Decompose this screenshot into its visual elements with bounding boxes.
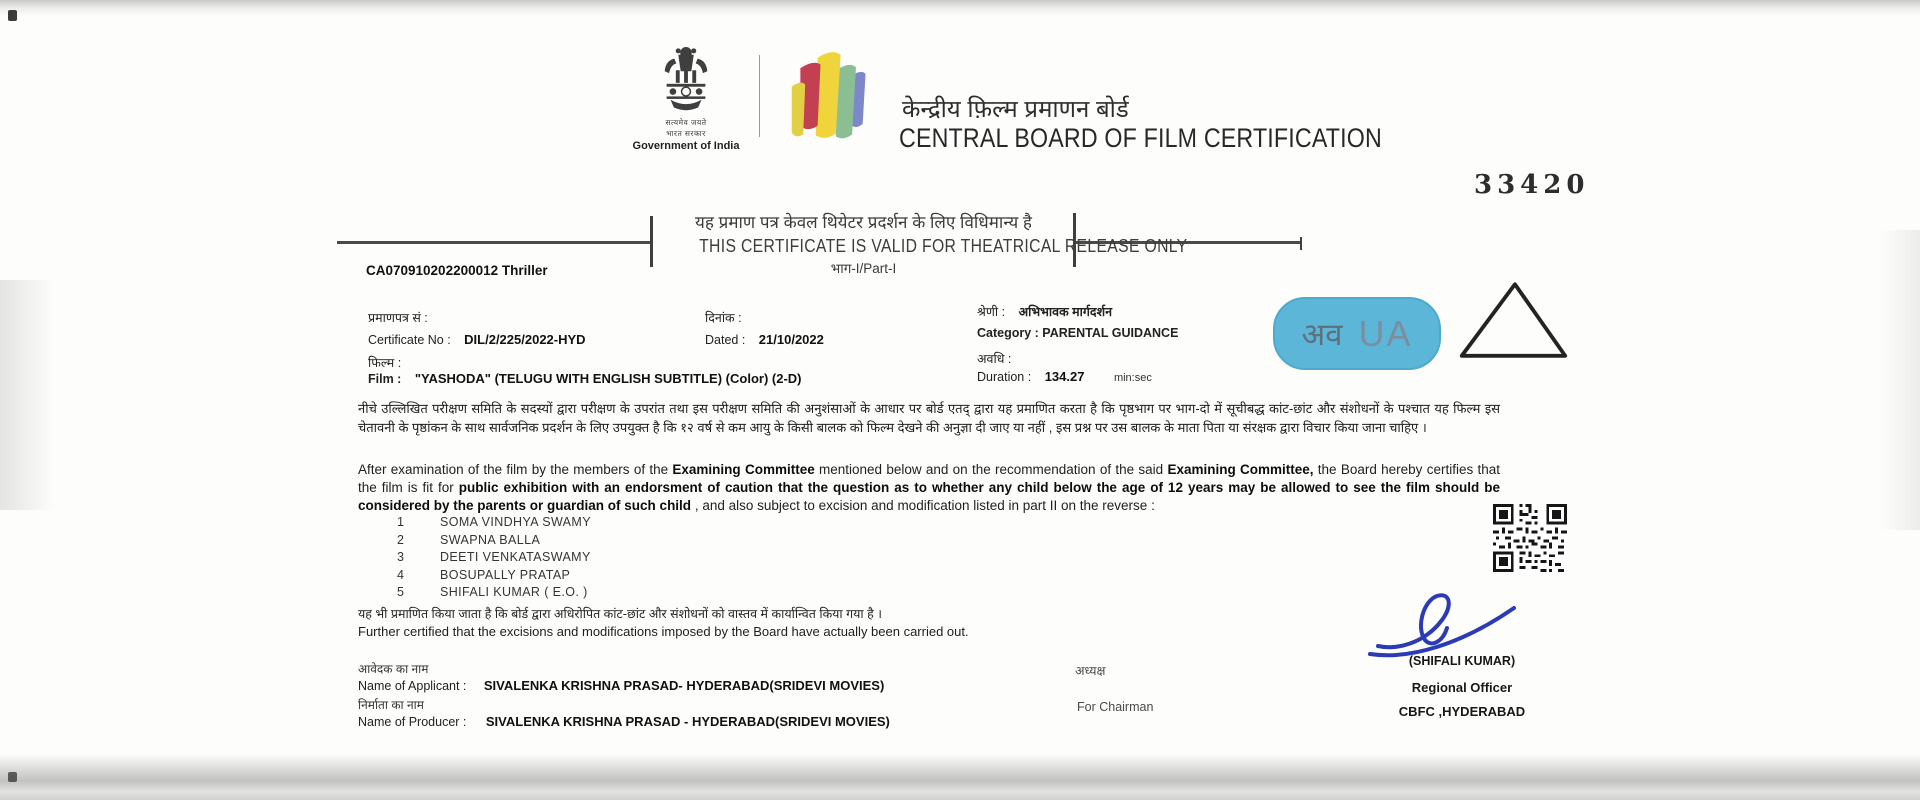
certification-paragraph-english [358,461,1500,515]
committee-member-row [397,567,591,585]
ua-badge-hindi: अव [1301,316,1343,352]
reference-code: CA070910202200012 Thriller [366,263,548,278]
triangle-mark-icon [1455,279,1571,363]
validity-text-english: THIS CERTIFICATE IS VALID FOR THEATRICAL RELEASE ONLY [699,235,1188,256]
category-row-hindi [977,303,1112,320]
emblem-bharat-sarkar: भारत सरकार [666,129,706,138]
signatory-title: Regional Officer [1411,680,1513,695]
ua-rating-badge [1273,297,1441,370]
cbfc-logo-icon [782,52,882,144]
org-title-english: CENTRAL BOARD OF FILM CERTIFICATION [899,123,1382,153]
para-seg: , and also subject to excision and modification listed in part II on the reverse : [691,498,1155,513]
certificate-no-value: DIL/2/225/2022-HYD [464,332,586,347]
emblem-motto: सत्यमेव जयते [665,118,707,127]
member-name: SWAPNA BALLA [440,532,541,547]
dated-label: Dated : [705,333,746,347]
para-seg: After examination of the film by the members of the [358,462,673,477]
committee-member-row [397,514,591,532]
category-value-hindi: अभिभावक मार्गदर्शन [1018,305,1113,319]
dated-label-hindi: दिनांक : [705,311,742,325]
para-seg: the Board hereby certifies that the film is fit for [358,462,1500,495]
for-chairman-label: For Chairman [1077,700,1154,714]
scan-edge-bottom [0,754,1920,800]
para-seg-bold: public exhibition with an endorsment of caution that the question as to whether any child below the age of 12 years may be allowed to see the film should be considered by the parents or guardian of such child [358,480,1500,513]
member-number: 5 [397,585,405,600]
para-seg: mentioned below and on the recommendation of the said [814,462,1168,477]
committee-member-row [397,532,591,550]
member-number: 3 [397,550,405,565]
duration-label: Duration : [977,370,1032,384]
applicant-label-hindi: आवेदक का नाम [358,662,429,676]
film-title-value: "YASHODA" (TELUGU WITH ENGLISH SUBTITLE) (Color) (2-D) [414,371,802,386]
further-certified-hindi: यह भी प्रमाणित किया जाता है कि बोर्ड द्वारा अधिरोपित कांट-छांट और संशोधनों को वास्तव में कार्यान्वित किया गया है । [358,607,882,621]
band-bar-left [650,216,653,267]
certificate-no-label: Certificate No : [368,333,451,347]
band-rule-left [337,241,650,244]
qr-code [1492,504,1568,572]
scan-smudge-right [1880,230,1920,530]
applicant-row [358,678,884,693]
applicant-value: SIVALENKA KRISHNA PRASAD- HYDERABAD(SRIDEVI MOVIES) [483,678,885,693]
producer-value: SIVALENKA KRISHNA PRASAD - HYDERABAD(SRIDEVI MOVIES) [485,714,890,729]
signatory-name: (SHIFALI KUMAR) [1408,654,1516,668]
band-rule-right-tick [1300,237,1302,250]
duration-label-hindi: अवधि : [977,352,1012,366]
category-label-hindi: श्रेणी : [977,305,1006,319]
applicant-label: Name of Applicant : [358,679,467,693]
scan-smudge-left [0,280,55,510]
government-of-india-emblem [628,44,744,152]
further-certified-english: Further certified that the excisions and modifications imposed by the Board have actually been carried out. [358,624,969,639]
certification-paragraph-hindi: नीचे उल्लिखित परीक्षण समिति के सदस्यों द्वारा परीक्षण के उपरांत तथा इस परीक्षण समिति की अनुशंसाओं के आधार पर बोर्ड एतद् द्वारा यह प्रमाणित करता है कि पृष्ठभाग पर भाग-दो में सूचीबद्ध कांट-छांट और संशोधनों के पश्चात यह फिल्म इस चेतावनी के पृष्ठांकन के साथ सार्वजनिक प्रदर्शन के लिए उपयुक्त है कि १२ वर्ष से कम आयु के किसी बालक को फिल्म देखने की अनुज्ञा दी जाए या नहीं , इस प्रश्न पर उस बालक के माता पिता या संरक्षक द्वारा विचार किया जाना चाहिए । [358,401,1500,435]
chairman-label-hindi: अध्यक्ष [1075,664,1106,678]
member-number: 1 [397,515,405,529]
certificate-no-row [368,332,586,347]
scan-edge-top [0,0,1920,16]
member-name: BOSUPALLY PRATAP [440,567,571,582]
certificate-no-label-hindi: प्रमाणपत्र सं : [368,311,428,325]
duration-value: 134.27 [1044,369,1085,384]
producer-row [358,714,890,729]
film-label-hindi: फिल्म : [368,356,402,370]
committee-member-row [397,584,591,602]
member-number: 2 [397,532,405,547]
film-label: Film : [368,372,402,386]
member-name: SHIFALI KUMAR ( E.O. ) [440,585,588,600]
dated-value: 21/10/2022 [758,332,824,347]
para-seg-bold: Examining Committee [672,462,815,477]
header-divider [759,55,760,137]
duration-row [977,369,1152,384]
category-row-english: Category : PARENTAL GUIDANCE [977,326,1179,340]
validity-text-hindi: यह प्रमाण पत्र केवल थियेटर प्रदर्शन के लिए विधिमान्य है [695,213,1032,232]
certificate-serial-number: 33420 [1474,170,1590,200]
part-label: भाग-I/Part-I [830,261,897,276]
dated-row [705,332,824,347]
committee-member-row [397,549,591,567]
member-name: DEETI VENKATASWAMY [440,550,591,565]
org-title-hindi: केन्द्रीय फ़िल्म प्रमाणन बोर्ड [902,96,1129,123]
examining-committee-list [397,514,591,602]
ua-badge-english: UA [1358,312,1413,354]
government-of-india-label: Government of India [632,140,740,152]
duration-unit: min:sec [1113,372,1152,384]
signatory-org: CBFC ,HYDERABAD [1398,704,1526,719]
para-seg-bold: Examining Committee, [1167,462,1314,477]
ashoka-lion-capital-icon [655,44,717,112]
producer-label: Name of Producer : [358,715,467,729]
scan-speck-bottom-left [8,772,17,782]
member-number: 4 [397,567,405,582]
scan-speck-top-left [8,10,17,21]
producer-label-hindi: निर्माता का नाम [358,698,424,712]
validity-band [656,210,1188,277]
member-name: SOMA VINDHYA SWAMY [440,515,591,529]
film-row [368,371,802,386]
